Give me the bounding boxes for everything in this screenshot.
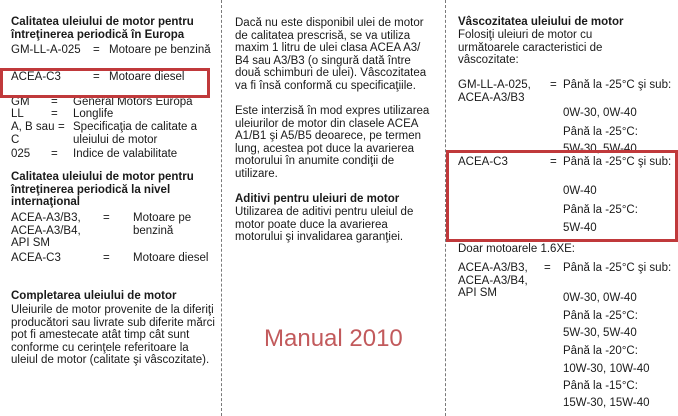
viscosity-temp: Până la -25°C: — [563, 204, 638, 216]
viscosity-grade: 5W-40 — [563, 222, 597, 234]
note-1-6xe: Doar motoarele 1.6XE: — [458, 243, 575, 255]
viscosity-grade: 5W-30, 5W-40 — [563, 143, 637, 155]
viscosity-key: ACEA-A3/B3, ACEA-A3/B4, API SM — [458, 262, 528, 299]
legend-key: LL — [11, 108, 24, 120]
viscosity-eq: = — [544, 262, 551, 274]
spec-key: ACEA-C3 — [11, 71, 61, 83]
viscosity-grade: 15W-30, 15W-40 — [563, 397, 650, 409]
legend-key: 025 — [11, 148, 31, 160]
highlight-box-acea-c3-europe — [0, 68, 210, 98]
legend-value: Indice de valabilitate — [73, 148, 178, 160]
intl-key: ACEA-C3 — [11, 252, 61, 264]
viscosity-key: GM-LL-A-025, ACEA-A3/B3 — [458, 79, 531, 104]
viscosity-temp: Până la -15°C: — [563, 380, 638, 392]
heading-oil-quality-international: Calitatea uleiului de motor pentru întreţinerea periodică la nivel internaţional — [11, 171, 194, 208]
paragraph-forbidden-oils: Este interzisă în mod expres utilizarea uleiurilor de motor din clasele ACEA A1/B1 şi A5/B5 deoarece, pe termen lung, acestea pot duce la avarierea motorului în anumite condiţii de utilizare. — [235, 105, 430, 180]
viscosity-temp: Până la -25°C şi sub: — [563, 262, 672, 274]
column-2 — [235, 0, 430, 416]
legend-value: Specificaţia de calitate a uleiului de motor — [73, 121, 198, 146]
heading-oil-topup: Completarea uleiului de motor — [11, 290, 177, 302]
viscosity-grade: 0W-30, 0W-40 — [563, 107, 637, 119]
intl-eq: = — [103, 252, 110, 264]
column-divider — [221, 0, 222, 416]
legend-key: GM — [11, 96, 30, 108]
spec-eq: = — [93, 71, 100, 83]
viscosity-eq: = — [550, 79, 557, 91]
intl-value: Motoare pe benzină — [133, 212, 192, 237]
intl-eq: = — [103, 212, 110, 224]
highlight-box-acea-c3-viscosity — [446, 150, 678, 242]
viscosity-temp: Până la -25°C: — [563, 310, 638, 322]
viscosity-temp: Până la -25°C şi sub: — [563, 156, 672, 168]
spec-value: Motoare pe benzină — [109, 44, 211, 56]
paragraph-additives: Utilizarea de aditivi pentru uleiul de motor poate duce la avarierea motorului şi invalidarea garanţiei. — [235, 206, 414, 243]
heading-oil-quality-europe: Calitatea uleiului de motor pentru întreţinerea periodică în Europa — [11, 16, 194, 41]
legend-eq: = — [51, 148, 58, 160]
legend-value: General Motors Europa — [73, 96, 193, 108]
legend-key: A, B sau C — [11, 121, 55, 146]
viscosity-grade: 0W-30, 0W-40 — [563, 292, 637, 304]
paragraph-oil-topup: Uleiurile de motor provenite de la diferiţi producători sau livrate sub diferite mărci pot fi amestecate atât timp cât sunt conforme cu cerinţele referitoare la uleiul de motor (calitate şi vâscozitate). — [11, 304, 215, 366]
spec-eq: = — [93, 44, 100, 56]
heading-additives: Aditivi pentru uleiuri de motor — [235, 193, 400, 205]
viscosity-eq: = — [550, 156, 557, 168]
paragraph-substitute-oil: Dacă nu este disponibil ulei de motor de calitatea prescrisă, se va utiliza maxim 1 litru de ulei clasa ACEA A3/ B4 sau A3/B3 (o singură dată între două schimburi de ulei). Vâscozitatea va fi însă conformă cu specificaţiile. — [235, 17, 427, 92]
viscosity-temp: Până la -25°C şi sub: — [563, 79, 672, 91]
watermark-text: Manual 2010 — [264, 325, 403, 352]
column-1 — [11, 0, 218, 416]
paragraph-viscosity-intro: Folosiţi uleiuri de motor cu următoarele caracteristici de vâscozitate: — [458, 29, 603, 66]
viscosity-key: ACEA-C3 — [458, 156, 508, 168]
legend-eq: = — [58, 121, 65, 133]
spec-key: GM-LL-A-025 — [11, 44, 81, 56]
viscosity-temp: Până la -25°C: — [563, 126, 638, 138]
legend-value: Longlife — [73, 108, 114, 120]
viscosity-temp: Până la -20°C: — [563, 345, 638, 357]
legend-eq: = — [51, 96, 58, 108]
viscosity-grade: 10W-30, 10W-40 — [563, 363, 650, 375]
intl-key: ACEA-A3/B3, ACEA-A3/B4, API SM — [11, 212, 81, 249]
spec-value: Motoare diesel — [109, 71, 185, 83]
legend-eq: = — [51, 108, 58, 120]
heading-viscosity: Vâscozitatea uleiului de motor — [458, 16, 624, 28]
intl-value: Motoare diesel — [133, 252, 209, 264]
viscosity-grade: 5W-30, 5W-40 — [563, 327, 637, 339]
viscosity-grade: 0W-40 — [563, 185, 597, 197]
